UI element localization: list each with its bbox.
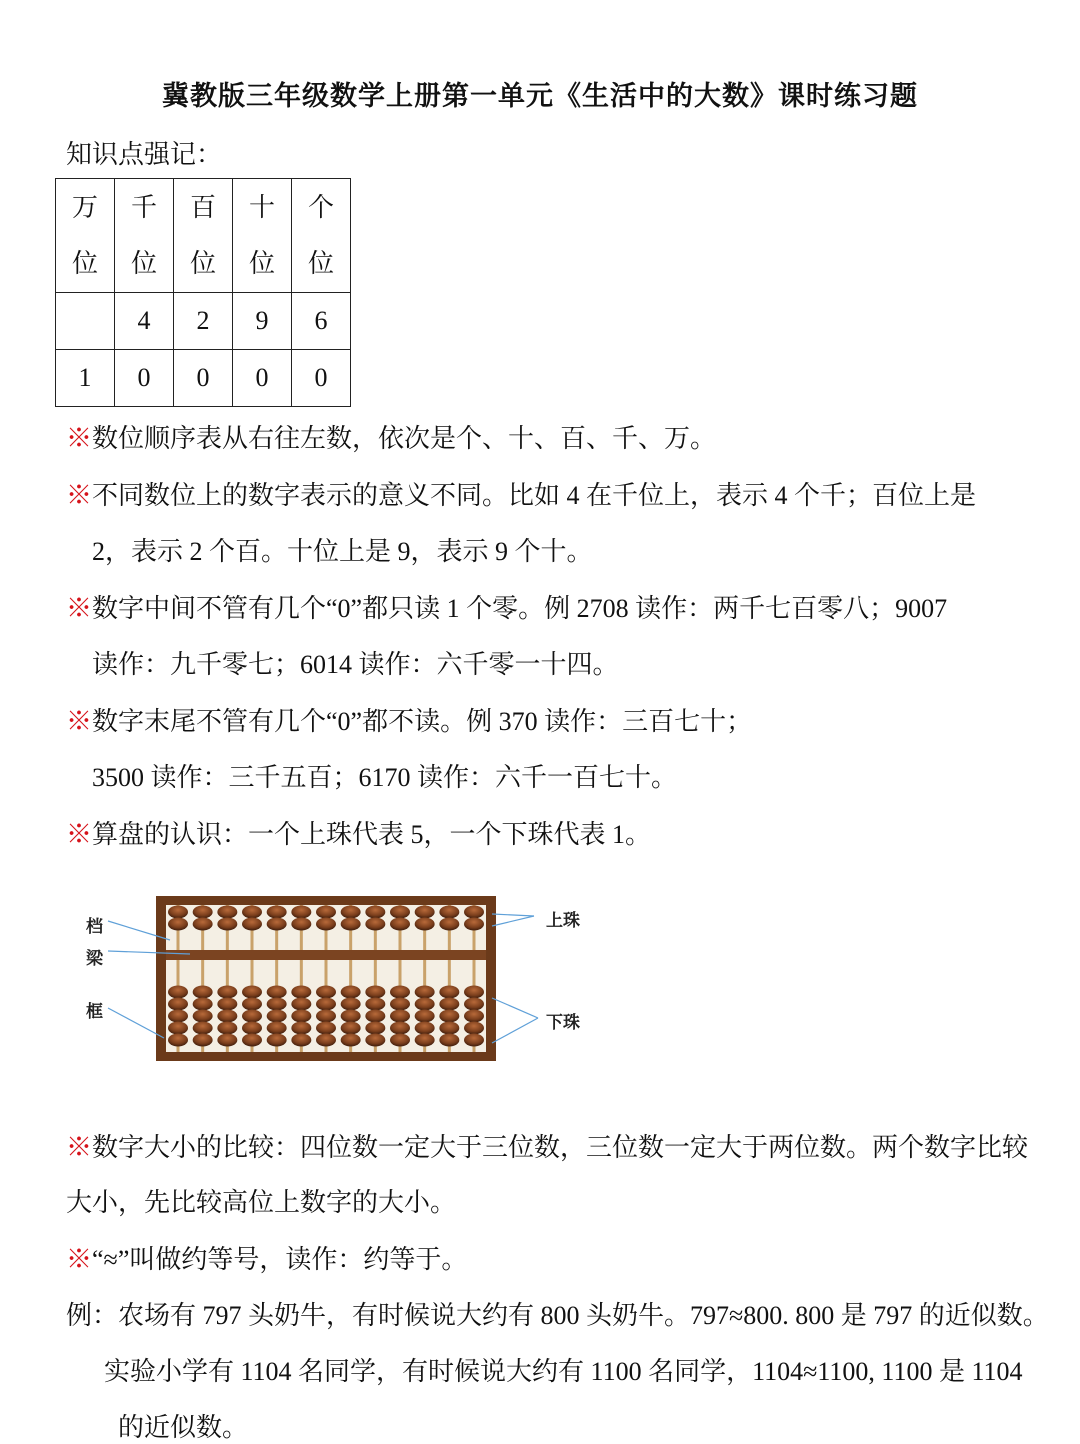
lower-bead (390, 1034, 410, 1047)
lower-bead (341, 1034, 361, 1047)
upper-bead (193, 918, 213, 931)
upper-bead (242, 918, 262, 931)
point-7: ※“≈”叫做约等号，读作：约等于。 (66, 1245, 468, 1274)
lower-bead (341, 1022, 361, 1035)
lower-bead (365, 998, 385, 1011)
upper-bead (193, 906, 213, 919)
table-cell: 2 (174, 293, 233, 350)
header-cell: 个 位 (292, 179, 351, 293)
header-cell: 百 位 (174, 179, 233, 293)
upper-bead (267, 906, 287, 919)
upper-bead (291, 918, 311, 931)
abacus-beam (166, 950, 486, 960)
lower-bead (316, 1022, 336, 1035)
point-4-line-2: 3500 读作：三千五百；6170 读作：六千一百七十。 (92, 763, 678, 792)
point-3-line-2: 读作：九千零七；6014 读作：六千零一十四。 (92, 650, 619, 679)
table-cell: 0 (174, 350, 233, 407)
point-3-line-1: ※数字中间不管有几个“0”都只读 1 个零。例 2708 读作：两千七百零八；9007 (66, 594, 948, 623)
lower-bead (242, 1022, 262, 1035)
point-2-line-1: ※不同数位上的数字表示的意义不同。比如 4 在千位上，表示 4 个千；百位上是 (66, 481, 977, 510)
lower-bead (341, 986, 361, 999)
lower-bead (168, 1034, 188, 1047)
lower-bead (267, 1034, 287, 1047)
lower-bead (464, 986, 484, 999)
lower-bead (193, 1034, 213, 1047)
lower-bead (415, 986, 435, 999)
abacus-figure (80, 888, 620, 1068)
lower-bead (415, 1022, 435, 1035)
reference-mark: ※ (66, 424, 93, 453)
lower-bead (267, 1022, 287, 1035)
section-label: 知识点强记： (66, 140, 223, 169)
lower-bead (464, 1034, 484, 1047)
lower-bead (390, 1010, 410, 1023)
table-cell: 4 (115, 293, 174, 350)
abacus-image (80, 888, 620, 1068)
lower-bead (439, 1034, 459, 1047)
lower-bead (341, 1010, 361, 1023)
lower-bead (316, 986, 336, 999)
lower-bead (291, 1022, 311, 1035)
lower-bead (439, 998, 459, 1011)
lower-bead (390, 998, 410, 1011)
table-row (56, 350, 351, 407)
lower-bead (242, 998, 262, 1011)
lower-bead (464, 1010, 484, 1023)
header-cell: 十 位 (233, 179, 292, 293)
lower-bead (415, 998, 435, 1011)
upper-bead (365, 918, 385, 931)
point-1: ※数位顺序表从右往左数，依次是个、十、百、千、万。 (66, 424, 717, 453)
upper-bead (217, 918, 237, 931)
upper-bead (316, 918, 336, 931)
upper-bead (365, 906, 385, 919)
lower-bead (291, 986, 311, 999)
example-line-3: 的近似数。 (118, 1413, 249, 1442)
point-5: ※算盘的认识：一个上珠代表 5，一个下珠代表 1。 (66, 820, 652, 849)
lower-bead (193, 998, 213, 1011)
reference-mark: ※ (66, 481, 93, 510)
lower-bead (341, 998, 361, 1011)
lower-bead (390, 986, 410, 999)
lower-bead (168, 1022, 188, 1035)
lower-bead (365, 986, 385, 999)
label-upper-bead: 上珠 (546, 911, 580, 930)
upper-bead (390, 918, 410, 931)
upper-bead (464, 918, 484, 931)
lower-bead (439, 1022, 459, 1035)
lower-bead (217, 1034, 237, 1047)
lower-bead (365, 1034, 385, 1047)
label-lower-bead: 下珠 (546, 1013, 580, 1032)
lower-bead (242, 1010, 262, 1023)
lower-bead (464, 1022, 484, 1035)
upper-bead (168, 918, 188, 931)
lower-bead (365, 1010, 385, 1023)
table-row (56, 293, 351, 350)
upper-bead (316, 906, 336, 919)
lower-bead (267, 998, 287, 1011)
lower-bead (365, 1022, 385, 1035)
upper-bead (242, 906, 262, 919)
upper-bead (415, 906, 435, 919)
lower-bead (193, 1010, 213, 1023)
lower-bead (390, 1022, 410, 1035)
table-cell: 6 (292, 293, 351, 350)
example-line-2: 实验小学有 1104 名同学，有时候说大约有 1100 名同学，1104≈1100, 1100 是 1104 (104, 1357, 1023, 1386)
lower-bead (415, 1010, 435, 1023)
lower-bead (168, 1010, 188, 1023)
upper-bead (415, 918, 435, 931)
document-title: 冀教版三年级数学上册第一单元《生活中的大数》课时练习题 (162, 81, 918, 111)
upper-bead (439, 918, 459, 931)
table-cell: 9 (233, 293, 292, 350)
place-table-header-row (56, 179, 351, 293)
table-cell (56, 293, 115, 350)
upper-bead (217, 906, 237, 919)
lower-bead (168, 998, 188, 1011)
label-liang: 梁 (86, 949, 103, 968)
label-dang: 档 (86, 917, 103, 936)
lower-bead (439, 986, 459, 999)
reference-mark: ※ (66, 594, 93, 623)
upper-bead (439, 906, 459, 919)
point-2-line-2: 2，表示 2 个百。十位上是 9，表示 9 个十。 (92, 537, 593, 566)
point-6-line-2: 大小，先比较高位上数字的大小。 (66, 1188, 457, 1217)
reference-mark: ※ (66, 1245, 93, 1274)
place-value-table (55, 178, 351, 407)
example-line-1: 例：农场有 797 头奶牛，有时候说大约有 800 头奶牛。797≈800. 800 是 797 的近似数。 (66, 1301, 1049, 1330)
table-cell: 1 (56, 350, 115, 407)
lower-bead (168, 986, 188, 999)
lower-bead (193, 986, 213, 999)
header-cell: 万 位 (56, 179, 115, 293)
label-kuang: 框 (86, 1002, 103, 1021)
table-cell: 0 (233, 350, 292, 407)
reference-mark: ※ (66, 820, 93, 849)
lower-bead (242, 1034, 262, 1047)
upper-bead (341, 918, 361, 931)
table-cell: 0 (292, 350, 351, 407)
lower-bead (415, 1034, 435, 1047)
table-cell: 0 (115, 350, 174, 407)
upper-bead (267, 918, 287, 931)
lower-bead (267, 1010, 287, 1023)
reference-mark: ※ (66, 1133, 93, 1162)
point-6-line-1: ※数字大小的比较：四位数一定大于三位数，三位数一定大于两位数。两个数字比较 (66, 1133, 1029, 1162)
lower-bead (316, 1010, 336, 1023)
lower-bead (316, 998, 336, 1011)
lower-bead (217, 1022, 237, 1035)
lower-bead (464, 998, 484, 1011)
lower-bead (193, 1022, 213, 1035)
lower-bead (291, 1010, 311, 1023)
lower-bead (439, 1010, 459, 1023)
upper-bead (464, 906, 484, 919)
upper-bead (291, 906, 311, 919)
point-4-line-1: ※数字末尾不管有几个“0”都不读。例 370 读作：三百七十； (66, 707, 753, 736)
upper-bead (168, 906, 188, 919)
lower-bead (316, 1034, 336, 1047)
reference-mark: ※ (66, 707, 93, 736)
lower-bead (217, 998, 237, 1011)
lower-bead (291, 998, 311, 1011)
lower-bead (291, 1034, 311, 1047)
lower-bead (267, 986, 287, 999)
lower-bead (242, 986, 262, 999)
lower-bead (217, 986, 237, 999)
upper-bead (341, 906, 361, 919)
upper-bead (390, 906, 410, 919)
header-cell: 千 位 (115, 179, 174, 293)
lower-bead (217, 1010, 237, 1023)
